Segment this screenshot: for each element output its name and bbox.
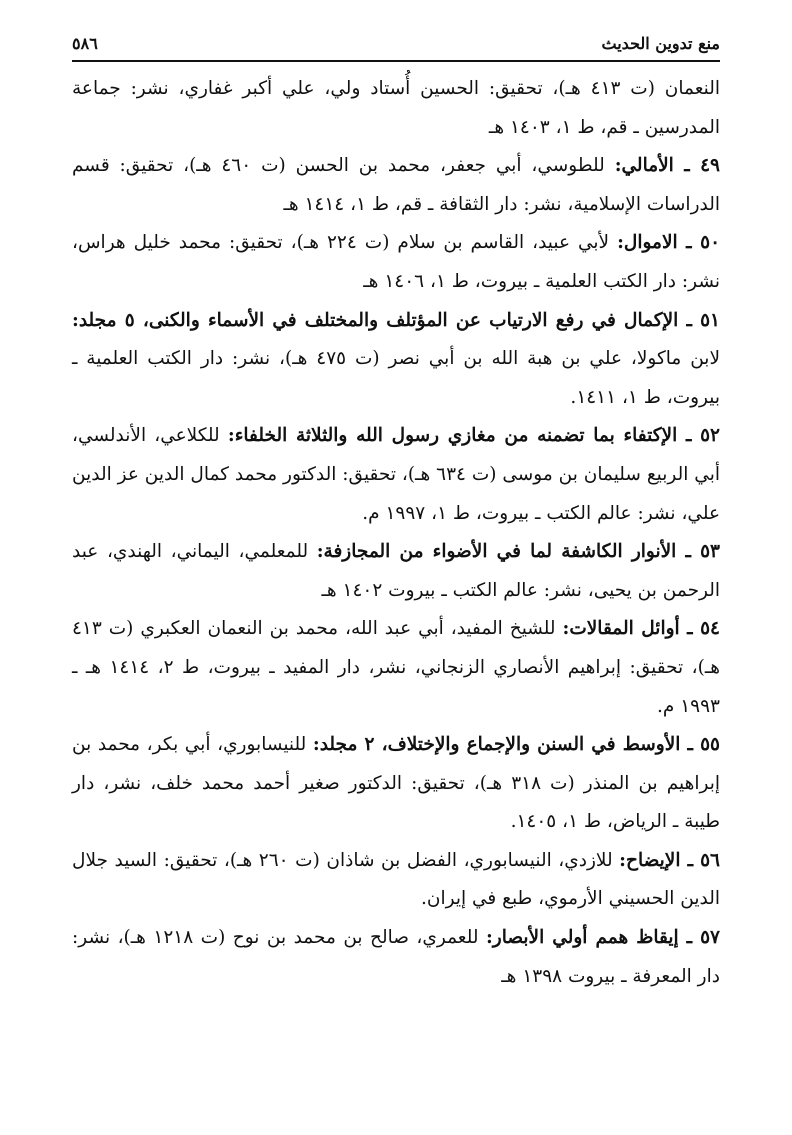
- bibliography-entry: [72, 533, 720, 610]
- entry-lead: ٥٦ ـ الإيضاح:: [619, 849, 720, 871]
- entry-lead: ٥٤ ـ أوائل المقالات:: [562, 618, 720, 640]
- bibliography-entry: [72, 147, 720, 224]
- entry-text: للنيسابوري، أبي بكر، محمد بن إبراهيم بن المنذر (ت ٣١٨ هـ)، تحقيق: الدكتور صغير أحمد محمد خلف، نشر، دار طيبة ـ الرياض، ط ١، ١٤٠٥.: [72, 734, 720, 833]
- bibliography-entry: [72, 726, 720, 842]
- bibliography-list: [72, 70, 720, 996]
- bibliography-entry: [72, 302, 720, 418]
- entry-text: للكلاعي، الأندلسي، أبي الربيع سليمان بن موسى (ت ٦٣٤ هـ)، تحقيق: الدكتور محمد كمال الدين عز الدين علي، نشر: عالم الكتب ـ بيروت، ط ١، ١٩٩٧ م.: [72, 425, 720, 524]
- entry-text: للطوسي، أبي جعفر، محمد بن الحسن (ت ٤٦٠ هـ)، تحقيق: قسم الدراسات الإسلامية، نشر: دار الثقافة ـ قم، ط ١، ١٤١٤ هـ: [72, 155, 720, 215]
- page-number: ٥٨٦: [72, 33, 98, 53]
- entry-lead: ٥٧ ـ إيقاظ همم أولي الأبصار:: [485, 927, 720, 949]
- bibliography-entry: [72, 70, 720, 147]
- entry-text: لابن ماكولا، علي بن هبة الله بن أبي نصر (ت ٤٧٥ هـ)، نشر: دار الكتب العلمية ـ بيروت، ط ١، ١٤١١.: [72, 348, 720, 408]
- entry-lead: ٥١ ـ الإكمال في رفع الارتياب عن المؤتلف والمختلف في الأسماء والكنى، ٥ مجلد:: [72, 309, 720, 331]
- entry-lead: ٥٠ ـ الاموال:: [617, 232, 721, 254]
- entry-text: للعمري، صالح بن محمد بن نوح (ت ١٢١٨ هـ)، نشر: دار المعرفة ـ بيروت ١٣٩٨ هـ: [72, 927, 720, 987]
- page-header: [72, 26, 720, 62]
- entry-lead: ٥٣ ـ الأنوار الكاشفة لما في الأضواء من المجازفة:: [316, 541, 720, 563]
- bibliography-entry: [72, 842, 720, 919]
- entry-text: للازدي، النيسابوري، الفضل بن شاذان (ت ٢٦٠ هـ)، تحقيق: السيد جلال الدين الحسيني الأرموي، طبع في إيران.: [72, 849, 720, 910]
- bibliography-entry: [72, 224, 720, 301]
- bibliography-entry: [72, 610, 720, 726]
- entry-text: للمعلمي، اليماني، الهندي، عبد الرحمن بن يحيى، نشر: عالم الكتب ـ بيروت ١٤٠٢ هـ: [72, 541, 720, 601]
- entry-lead: ٥٢ ـ الإكتفاء بما تضمنه من مغازي رسول الله والثلاثة الخلفاء:: [227, 425, 720, 447]
- bibliography-entry: [72, 417, 720, 533]
- bibliography-entry: [72, 919, 720, 996]
- entry-lead: ٥٥ ـ الأوسط في السنن والإجماع والإختلاف، ٢ مجلد:: [312, 734, 720, 756]
- entry-lead: ٤٩ ـ الأمالي:: [614, 155, 720, 177]
- entry-text: لأبي عبيد، القاسم بن سلام (ت ٢٢٤ هـ)، تحقيق: محمد خليل هراس، نشر: دار الكتب العلمية ـ بيروت، ط ١، ١٤٠٦ هـ: [72, 232, 720, 292]
- entry-text: النعمان (ت ٤١٣ هـ)، تحقيق: الحسين أُستاد ولي، علي أكبر غفاري، نشر: جماعة المدرسين ـ قم، ط ١، ١٤٠٣ هـ: [72, 78, 720, 138]
- running-title: منع تدوين الحديث: [601, 33, 720, 53]
- entry-text: للشيخ المفيد، أبي عبد الله، محمد بن النعمان العكبري (ت ٤١٣ هـ)، تحقيق: إبراهيم الأنصاري الزنجاني، نشر، دار المفيد ـ بيروت، ط ٢، ١٤١٤ هـ ـ ١٩٩٣ م.: [72, 618, 721, 717]
